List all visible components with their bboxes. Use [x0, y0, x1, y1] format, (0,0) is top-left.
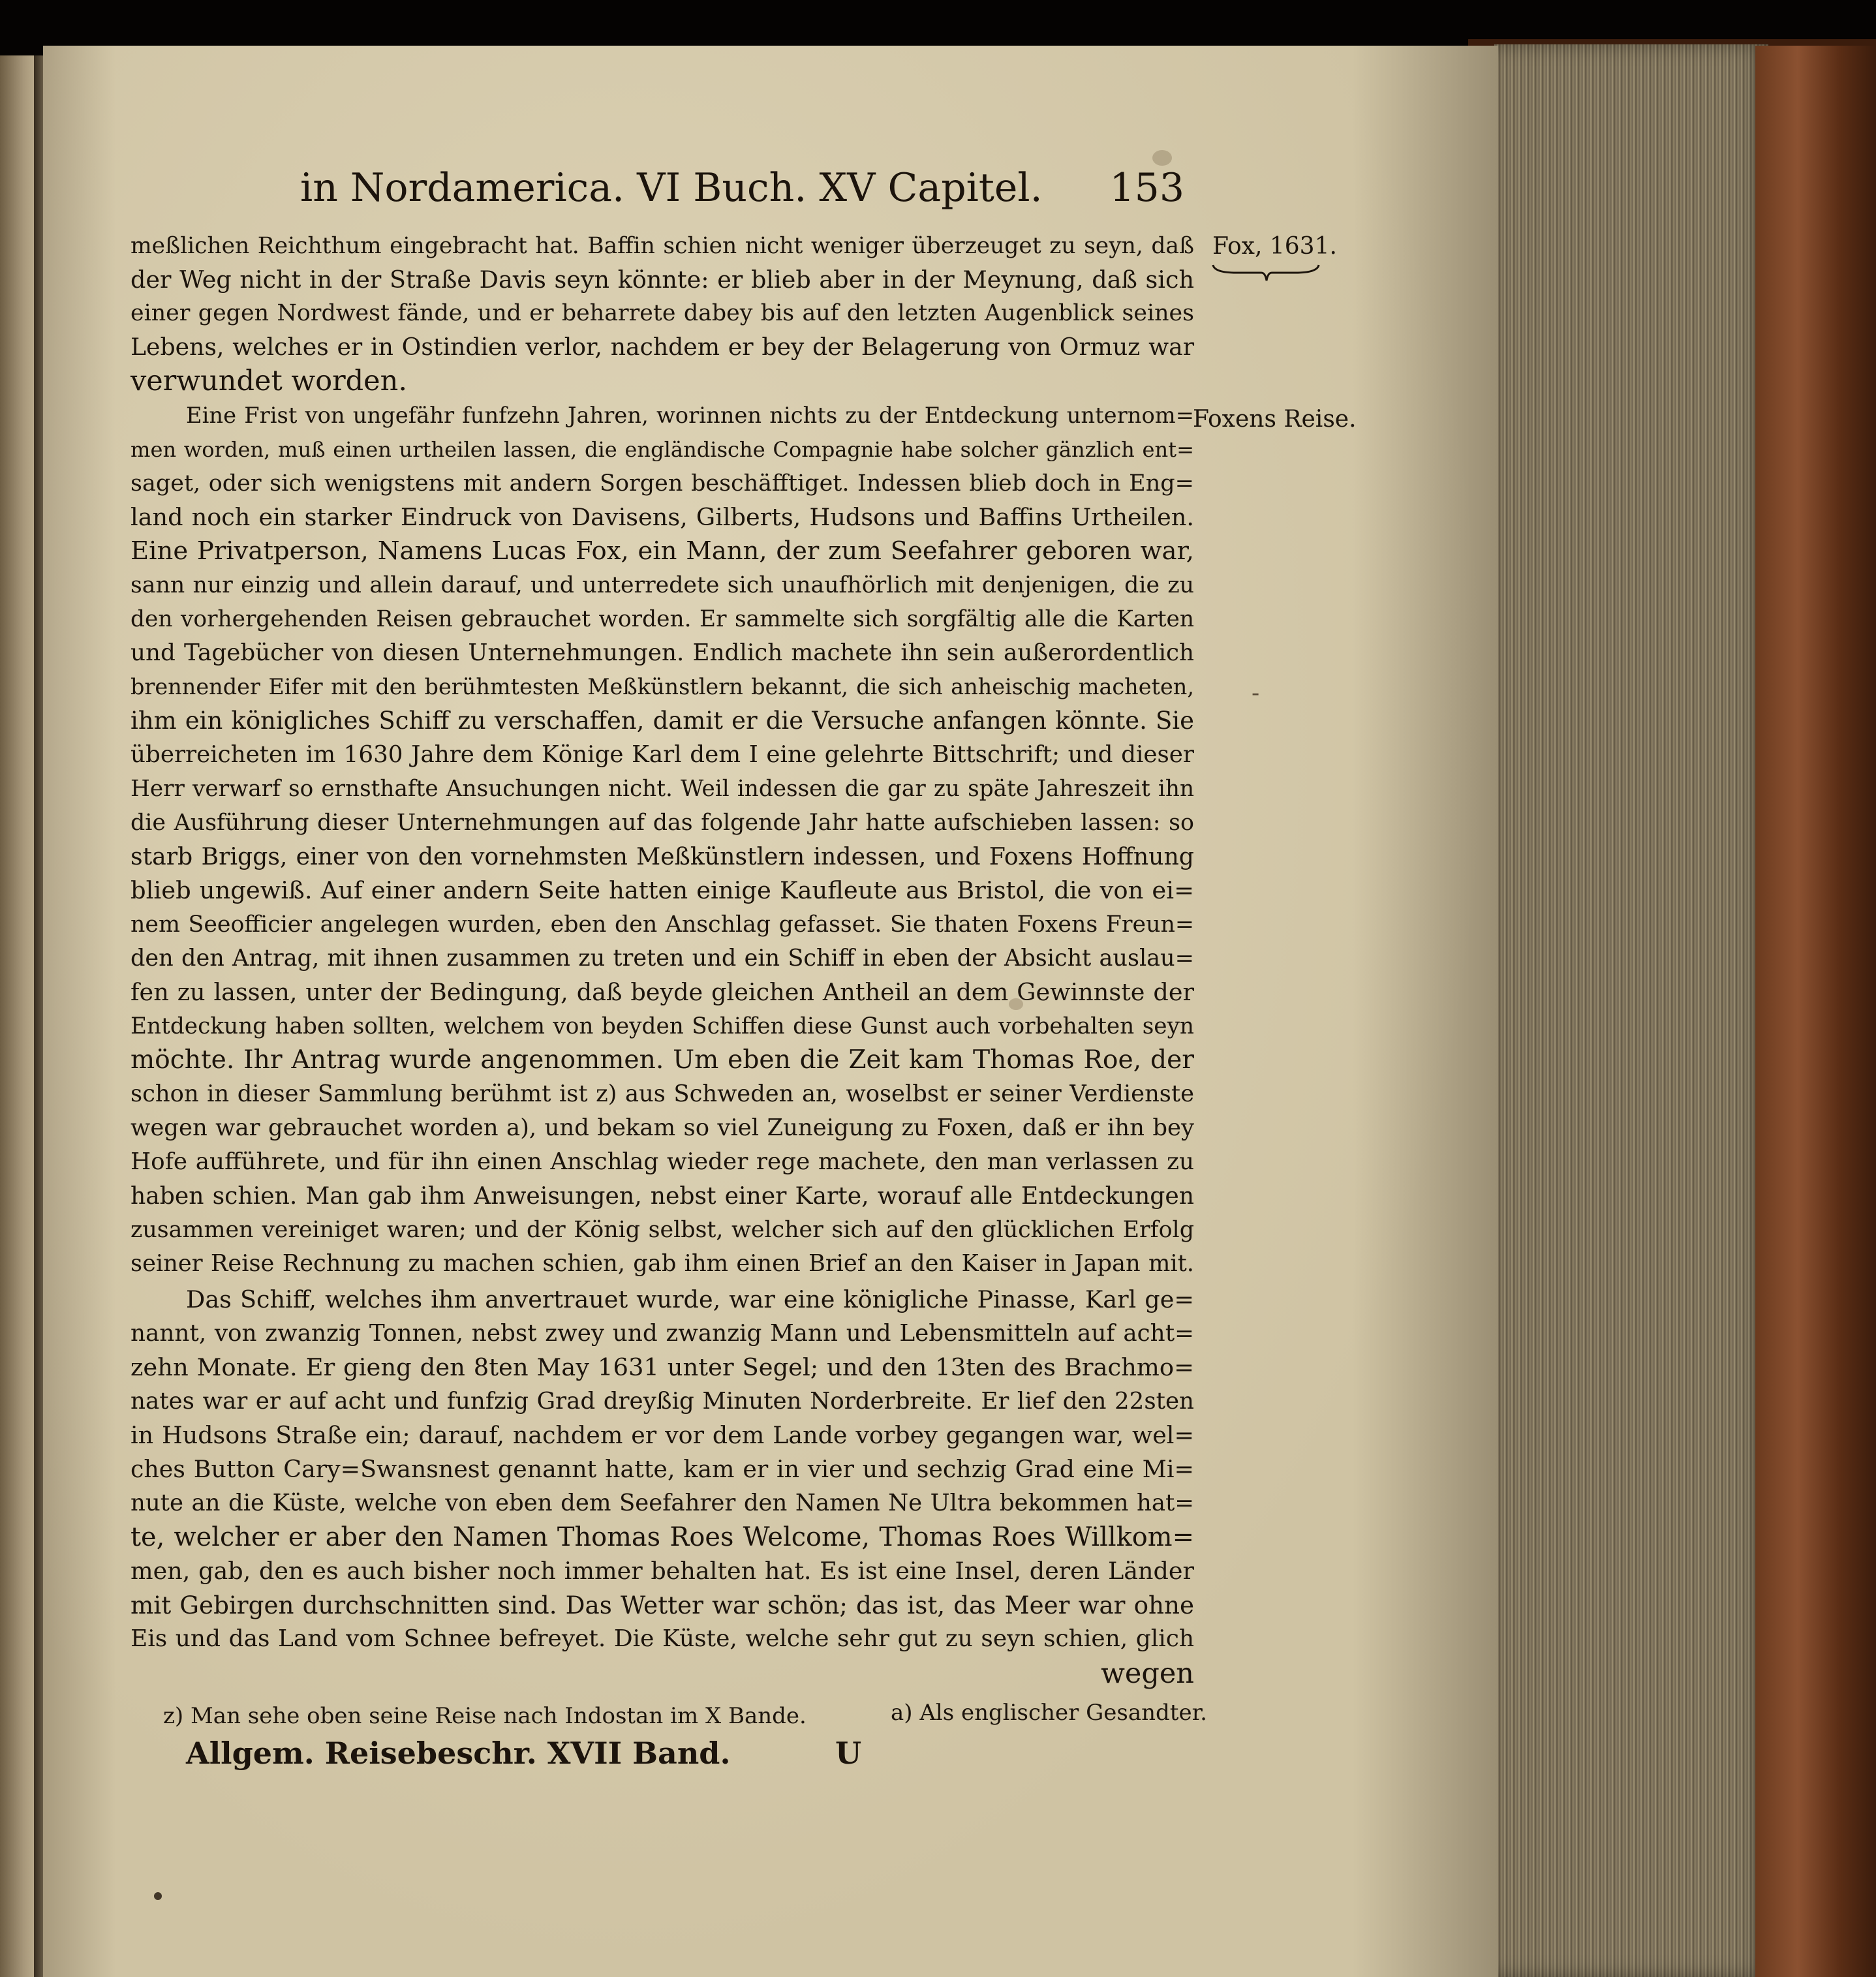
- text-line: zusammen vereiniget waren; und der König selbst, welcher sich auf den glücklichen Erfolg: [131, 1217, 1194, 1243]
- text-line: brennender Eifer mit den berühmtesten Meßkünstlern bekannt, die sich anheischig macheten,: [131, 674, 1194, 699]
- text-line: men worden, muß einen urtheilen lassen, die engländische Compagnie habe solcher gänzlich ent=: [131, 437, 1194, 462]
- text-line: Lebens, welches er in Ostindien verlor, nachdem er bey der Belagerung von Ormuz war: [131, 333, 1194, 361]
- text-line: die Ausführung dieser Unternehmungen auf das folgende Jahr hatte aufschieben lassen: so: [131, 810, 1194, 836]
- text-line: nem Seeofficier angelegen wurden, eben den Anschlag gefasset. Sie thaten Foxens Freun=: [131, 912, 1194, 938]
- text-line: nute an die Küste, welche von eben dem Seefahrer den Namen Ne Ultra bekommen hat=: [131, 1490, 1194, 1516]
- text-line: fen zu lassen, unter der Bedingung, daß beyde gleichen Antheil an dem Gewinnste der: [131, 978, 1194, 1006]
- text-line: mit Gebirgen durchschnitten sind. Das Wetter war schön; das ist, das Meer war ohne: [131, 1591, 1194, 1619]
- page-number: 153: [1109, 165, 1184, 211]
- text-line: und Tagebücher von diesen Unternehmungen. Endlich machete ihn sein außerordentlich: [131, 639, 1194, 666]
- text-line: einer gegen Nordwest fände, und er beharrete dabey bis auf den letzten Augenblick seines: [131, 300, 1194, 326]
- text-line: Eis und das Land vom Schnee befreyet. Die Küste, welche sehr gut zu seyn schien, glich: [131, 1625, 1194, 1652]
- text-line: Das Schiff, welches ihm anvertrauet wurde, war eine königliche Pinasse, Karl ge=: [186, 1285, 1194, 1313]
- text-line: sann nur einzig und allein darauf, und unterredete sich unaufhörlich mit denjenigen, die zu: [131, 572, 1194, 598]
- text-line: Eine Frist von ungefähr funfzehn Jahren, worinnen nichts zu der Entdeckung unternom=: [186, 403, 1194, 428]
- margin-note-fox-1631: Fox, 1631.: [1212, 233, 1337, 260]
- text-line: ches Button Cary=Swansnest genannt hatte, kam er in vier und sechzig Grad eine Mi=: [131, 1455, 1194, 1483]
- running-header-title: in Nordamerica. VI Buch. XV Capitel.: [300, 165, 1043, 211]
- text-line: der Weg nicht in der Straße Davis seyn könnte: er blieb aber in der Meynung, daß sich: [131, 266, 1194, 294]
- margin-note-foxens-reise: Foxens Reise.: [1193, 406, 1357, 433]
- text-line: Entdeckung haben sollten, welchem von beyden Schiffen diese Gunst auch vorbehalten seyn: [131, 1013, 1194, 1039]
- footnote-a: a) Als englischer Gesandter.: [891, 1700, 1207, 1726]
- margin-mark: -: [1252, 680, 1260, 707]
- text-line: meßlichen Reichthum eingebracht hat. Baffin schien nicht weniger überzeuget zu seyn, daß: [131, 233, 1194, 259]
- text-line: den vorhergehenden Reisen gebrauchet worden. Er sammelte sich sorgfältig alle die Karten: [131, 606, 1194, 632]
- text-line: Eine Privatperson, Namens Lucas Fox, ein Mann, der zum Seefahrer geboren war,: [131, 536, 1194, 566]
- text-line: Hofe aufführete, und für ihn einen Anschlag wieder rege machete, den man verlassen zu: [131, 1148, 1194, 1175]
- text-line: schon in dieser Sammlung berühmt ist z) aus Schweden an, woselbst er seiner Verdienste: [131, 1080, 1194, 1107]
- text-line: möchte. Ihr Antrag wurde angenommen. Um eben die Zeit kam Thomas Roe, der: [131, 1045, 1194, 1075]
- text-line: den den Antrag, mit ihnen zusammen zu treten und ein Schiff in eben der Absicht auslau=: [131, 945, 1194, 972]
- cover-board: [1755, 46, 1876, 1977]
- text-line: men, gab, den es auch bisher noch immer behalten hat. Es ist eine Insel, deren Länder: [131, 1557, 1194, 1585]
- text-line: zehn Monate. Er gieng den 8ten May 1631 unter Segel; und den 13ten des Brachmo=: [131, 1353, 1194, 1381]
- page-block-edge: [1494, 44, 1768, 1977]
- text-line: nannt, von zwanzig Tonnen, nebst zwey und zwanzig Mann und Lebensmitteln auf acht=: [131, 1320, 1194, 1347]
- text-line: Herr verwarf so ernsthafte Ansuchungen nicht. Weil indessen die gar zu späte Jahreszeit ihn: [131, 776, 1194, 802]
- text-line: wegen war gebrauchet worden a), und bekam so viel Zuneigung zu Foxen, daß er ihn bey: [131, 1114, 1194, 1141]
- text-line: verwundet worden.: [131, 365, 407, 397]
- text-line: überreicheten im 1630 Jahre dem Könige Karl dem I eine gelehrte Bittschrift; und dieser: [131, 741, 1194, 768]
- catchword: wegen: [1101, 1657, 1194, 1690]
- text-line: ihm ein königliches Schiff zu verschaffen, damit er die Versuche anfangen könnte. Sie: [131, 707, 1194, 735]
- paper-spot: [154, 1892, 162, 1900]
- text-line: blieb ungewiß. Auf einer andern Seite hatten einige Kaufleute aus Bristol, die von ei=: [131, 876, 1194, 904]
- text-line: land noch ein starker Eindruck von Davisens, Gilberts, Hudsons und Baffins Urtheilen.: [131, 503, 1194, 531]
- text-line: saget, oder sich wenigstens mit andern Sorgen beschäfftiget. Indessen blieb doch in Eng=: [131, 470, 1194, 497]
- text-line: haben schien. Man gab ihm Anweisungen, nebst einer Karte, worauf alle Entdeckungen: [131, 1182, 1194, 1210]
- margin-brace-icon: [1210, 261, 1321, 284]
- text-line: te, welcher er aber den Namen Thomas Roes Welcome, Thomas Roes Willkom=: [131, 1522, 1194, 1552]
- running-header: [300, 162, 1201, 214]
- footnote-z: z) Man sehe oben seine Reise nach Indostan im X Bande.: [163, 1703, 807, 1729]
- volume-signature: Allgem. Reisebeschr. XVII Band.: [186, 1736, 731, 1771]
- text-line: nates war er auf acht und funfzig Grad dreyßig Minuten Norderbreite. Er lief den 22sten: [131, 1388, 1194, 1415]
- text-line: seiner Reise Rechnung zu machen schien, gab ihm einen Brief an den Kaiser in Japan mit.: [131, 1250, 1194, 1277]
- text-line: in Hudsons Straße ein; darauf, nachdem er vor dem Lande vorbey gegangen war, wel=: [131, 1421, 1194, 1449]
- text-line: starb Briggs, einer von den vornehmsten Meßkünstlern indessen, und Foxens Hoffnung: [131, 842, 1194, 870]
- sheet-signature-mark: U: [835, 1736, 862, 1771]
